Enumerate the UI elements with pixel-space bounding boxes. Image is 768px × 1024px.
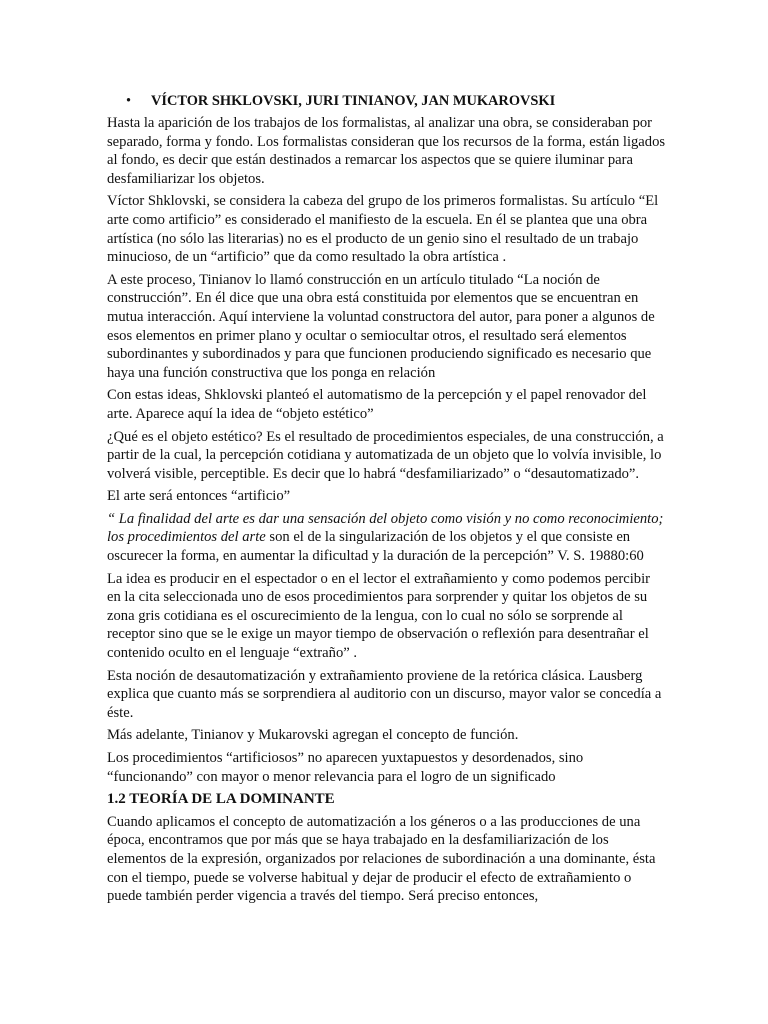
bullet-icon: • — [126, 93, 132, 109]
paragraph-shklovski: Víctor Shklovski, se considera la cabeza del grupo de los primeros formalistas. Su artículo “El arte como artificio” es considerado el manifiesto de la escuela. En él se plantea que una obra artística (no sólo las literarias) no es el producto de un genio sino el resultado de un trabajo minucioso, de un “artificio” que da como resultado la obra artística . — [107, 193, 659, 266]
quote-continuation: son el de la singularización de los objetos y el que consiste en oscurecer la forma, en aumentar la dificultad y la duración de la percepción” V. S. 19880:60 — [107, 529, 644, 565]
bulleted-heading — [107, 92, 667, 112]
quote-italic: “ La finalidad del arte es dar una sensación del objeto como visión y no como reconocimiento; los procedimientos del arte — [107, 510, 664, 546]
document-page — [107, 92, 667, 910]
section-title: 1.2 TEORÍA DE LA DOMINANTE — [107, 791, 335, 808]
paragraph-quote — [107, 510, 667, 566]
heading-title: VÍCTOR SHKLOVSKI, JURI TINIANOV, JAN MUKAROVSKI — [151, 93, 556, 109]
paragraph-aesthetic-object: ¿Qué es el objeto estético? Es el resultado de procedimientos especiales, de una construcción, a partir de la cual, la percepción cotidiana y automatizada de un objeto que lo volvía invisible, lo volverá visible, perceptible. Es decir que lo habrá “desfamiliarizado” o “desautomatizado”. — [107, 428, 664, 482]
paragraph-art-artifice: El arte será entonces “artificio” — [107, 488, 291, 505]
paragraph-procedures: Los procedimientos “artificiosos” no aparecen yuxtapuestos y desordenados, sino “funcionando” con mayor o menor relevancia para el logro de un significado — [107, 750, 584, 785]
paragraph-function: Más adelante, Tinianov y Mukarovski agregan el concepto de función. — [107, 727, 519, 744]
paragraph-rhetoric: Esta noción de desautomatización y extrañamiento proviene de la retórica clásica. Lausberg explica que cuanto más se sorprendiera al auditorio con un discurso, mayor valor se concedía a éste. — [107, 667, 662, 721]
paragraph-automatism: Con estas ideas, Shklovski planteó el automatismo de la percepción y el papel renovador del arte. Aparece aquí la idea de “objeto estético” — [107, 387, 647, 422]
paragraph-dominant: Cuando aplicamos el concepto de automatización a los géneros o a las producciones de una época, encontramos que por más que se haya trabajado en la desfamiliarización de los elementos de la expresión, organizados por relaciones de subordinación a una dominante, ésta con el tiempo, puede se volverse habitual y dejar de producir el efecto de extrañamiento o puede también perder vigencia a través del tiempo. Será preciso entonces, — [107, 813, 656, 905]
paragraph-tinianov-construction: A este proceso, Tinianov lo llamó construcción en un artículo titulado “La noción de construcción”. En él dice que una obra está constituida por elementos que se encuentran en mutua interacción. Aquí interviene la voluntad constructora del autor, para poner a algunos de esos elementos en primer plano y ocultar o semiocultar otros, el resultado será elementos subordinantes y subordinados y para que funcionen produciendo significado es necesario que haya una función constructiva que los ponga en relación — [107, 271, 655, 381]
paragraph-estrangement: La idea es producir en el espectador o en el lector el extrañamiento y como podemos percibir en la cita seleccionada uno de esos procedimientos para sorprender y quitar los objetos de su zona gris cotidiana es el oscurecimiento de la lengua, con lo cual no sólo se sorprende al receptor sino que se le exige un mayor tiempo de observación o reflexión para desentrañar el contenido oculto en el lenguaje “extraño” . — [107, 570, 650, 662]
paragraph-formalists-intro: Hasta la aparición de los trabajos de los formalistas, al analizar una obra, se consideraban por separado, forma y fondo. Los formalistas consideran que los recursos de la forma, están ligados al fondo, es decir que están destinados a remarcar los aspectos que se quiere iluminar para desfamiliarizar los objetos. — [107, 115, 666, 187]
